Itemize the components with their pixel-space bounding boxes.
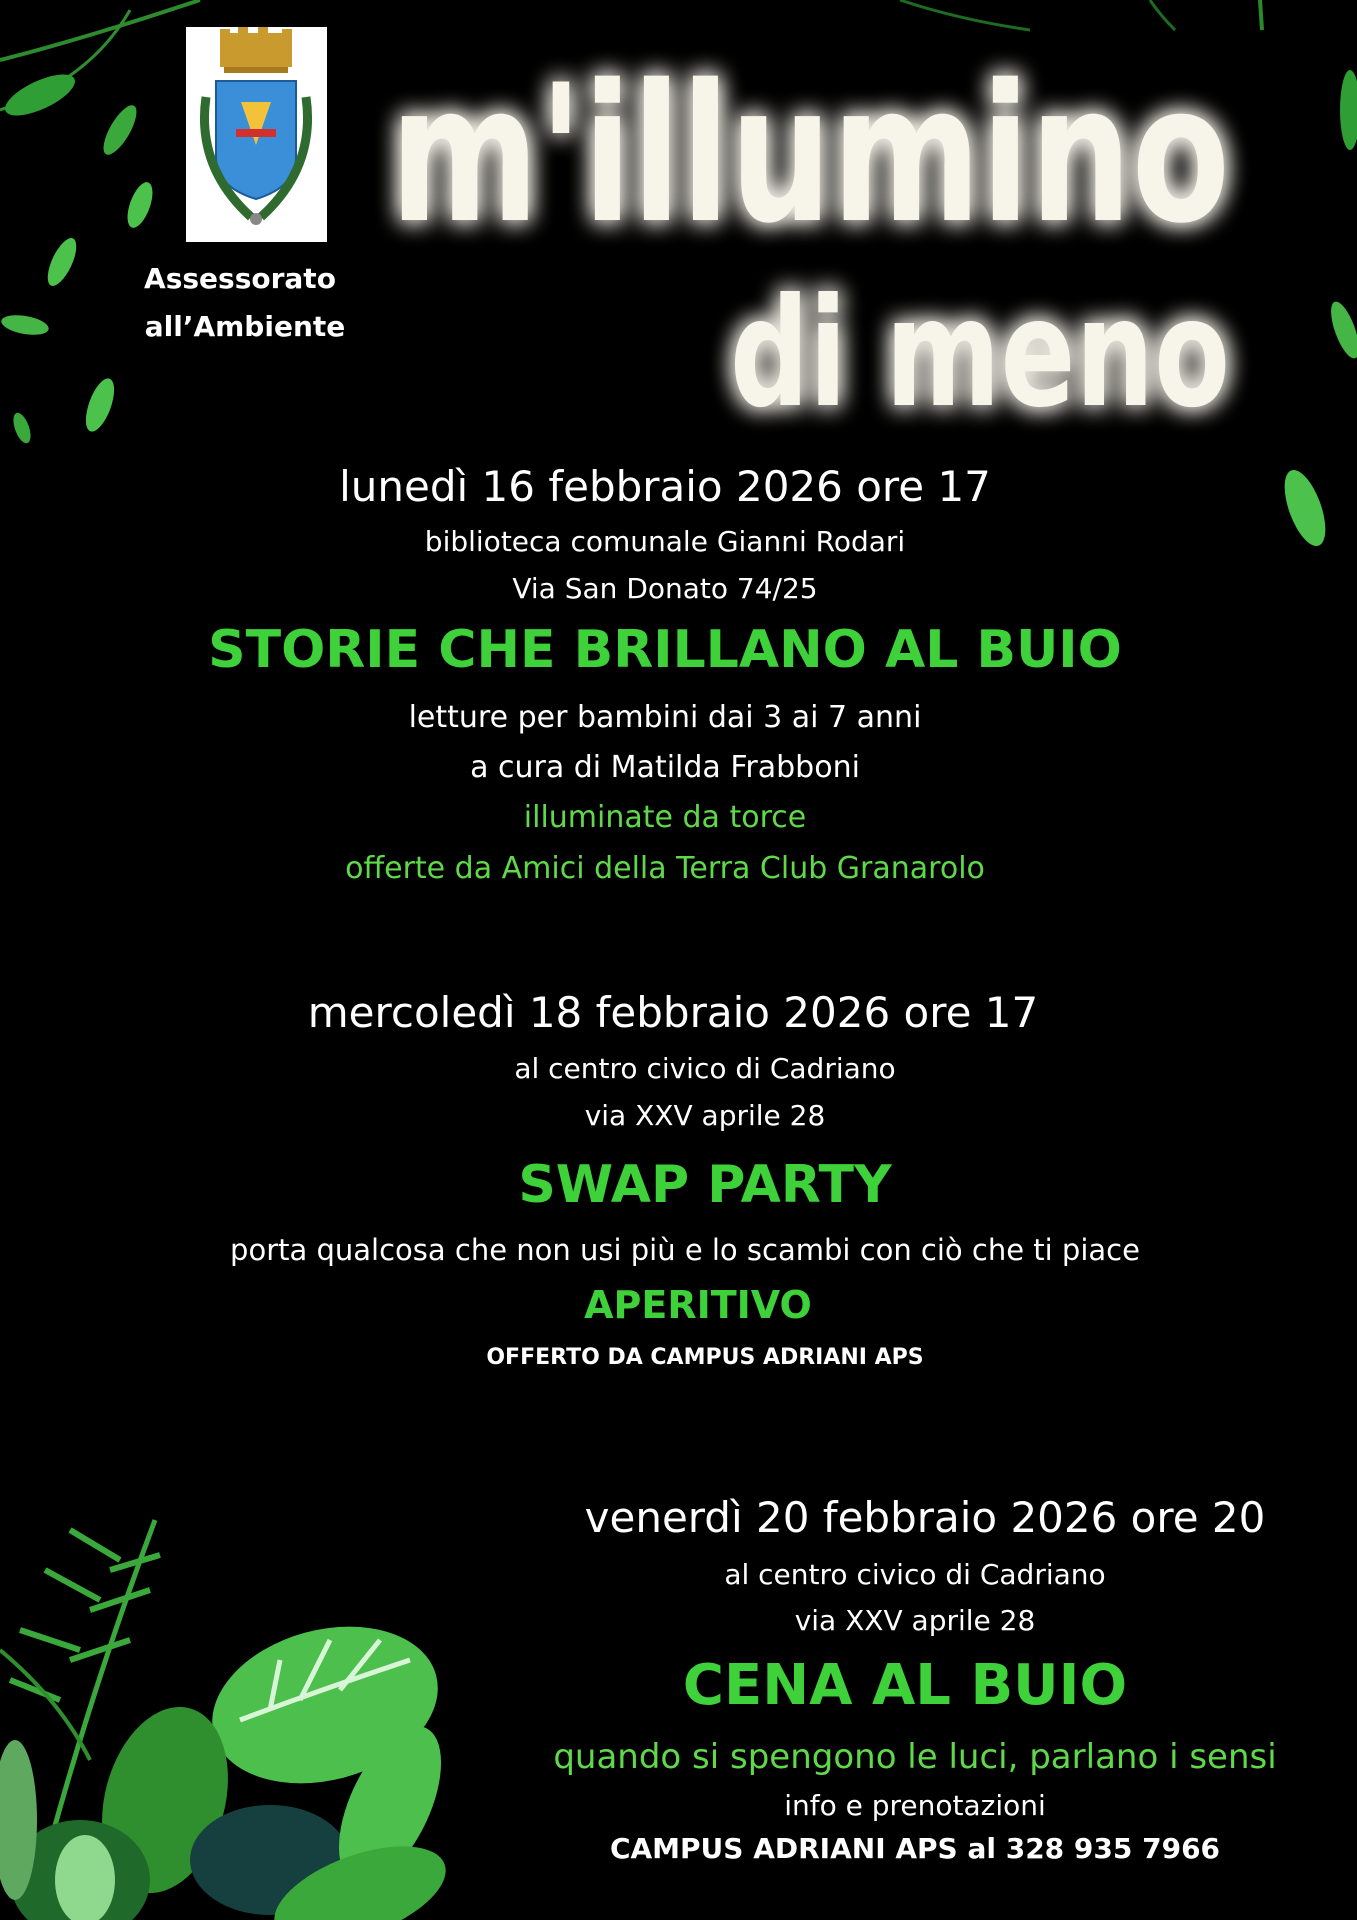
event2-title: SWAP PARTY [518, 1155, 892, 1215]
assessorato-line2: all’Ambiente [144, 310, 346, 343]
event1-desc2: a cura di Matilda Frabboni [470, 750, 860, 785]
event1-place: biblioteca comunale Gianni Rodari [424, 525, 906, 558]
event3-address: via XXV aprile 28 [794, 1604, 1036, 1637]
title-logo [370, 20, 1270, 450]
event1-desc1: letture per bambini dai 3 ai 7 anni [408, 700, 922, 735]
municipality-crest-logo [186, 27, 327, 242]
event2-desc: porta qualcosa che non usi più e lo scambi con ciò che ti piace [230, 1233, 1140, 1267]
event2-place: al centro civico di Cadriano [514, 1052, 896, 1085]
event1-title: STORIE CHE BRILLANO AL BUIO [208, 620, 1122, 680]
event3-info: info e prenotazioni [784, 1789, 1046, 1822]
event2-offer: OFFERTO DA CAMPUS ADRIANI APS [486, 1345, 924, 1370]
assessorato-line1: Assessorato [144, 262, 336, 295]
event2-date: mercoledì 18 febbraio 2026 ore 17 [307, 988, 1039, 1037]
event3-contact: CAMPUS ADRIANI APS al 328 935 7966 [609, 1832, 1221, 1865]
event3-title: CENA AL BUIO [682, 1653, 1128, 1718]
event1-date: lunedì 16 febbraio 2026 ore 17 [339, 462, 991, 511]
title-line2: di meno [730, 267, 1230, 441]
event3-place: al centro civico di Cadriano [724, 1558, 1106, 1591]
event1-note2: offerte da Amici della Terra Club Granarolo [345, 851, 985, 886]
event2-extra: APERITIVO [584, 1283, 812, 1327]
crest-icon [186, 27, 327, 242]
event2-address: via XXV aprile 28 [584, 1099, 826, 1132]
event3-tagline: quando si spengono le luci, parlano i sensi [553, 1737, 1277, 1777]
title-line1: m'illumino [390, 44, 1230, 265]
event3-date: venerdì 20 febbraio 2026 ore 20 [584, 1493, 1266, 1542]
event1-note1: illuminate da torce [523, 800, 807, 835]
event1-address: Via San Donato 74/25 [512, 572, 818, 605]
